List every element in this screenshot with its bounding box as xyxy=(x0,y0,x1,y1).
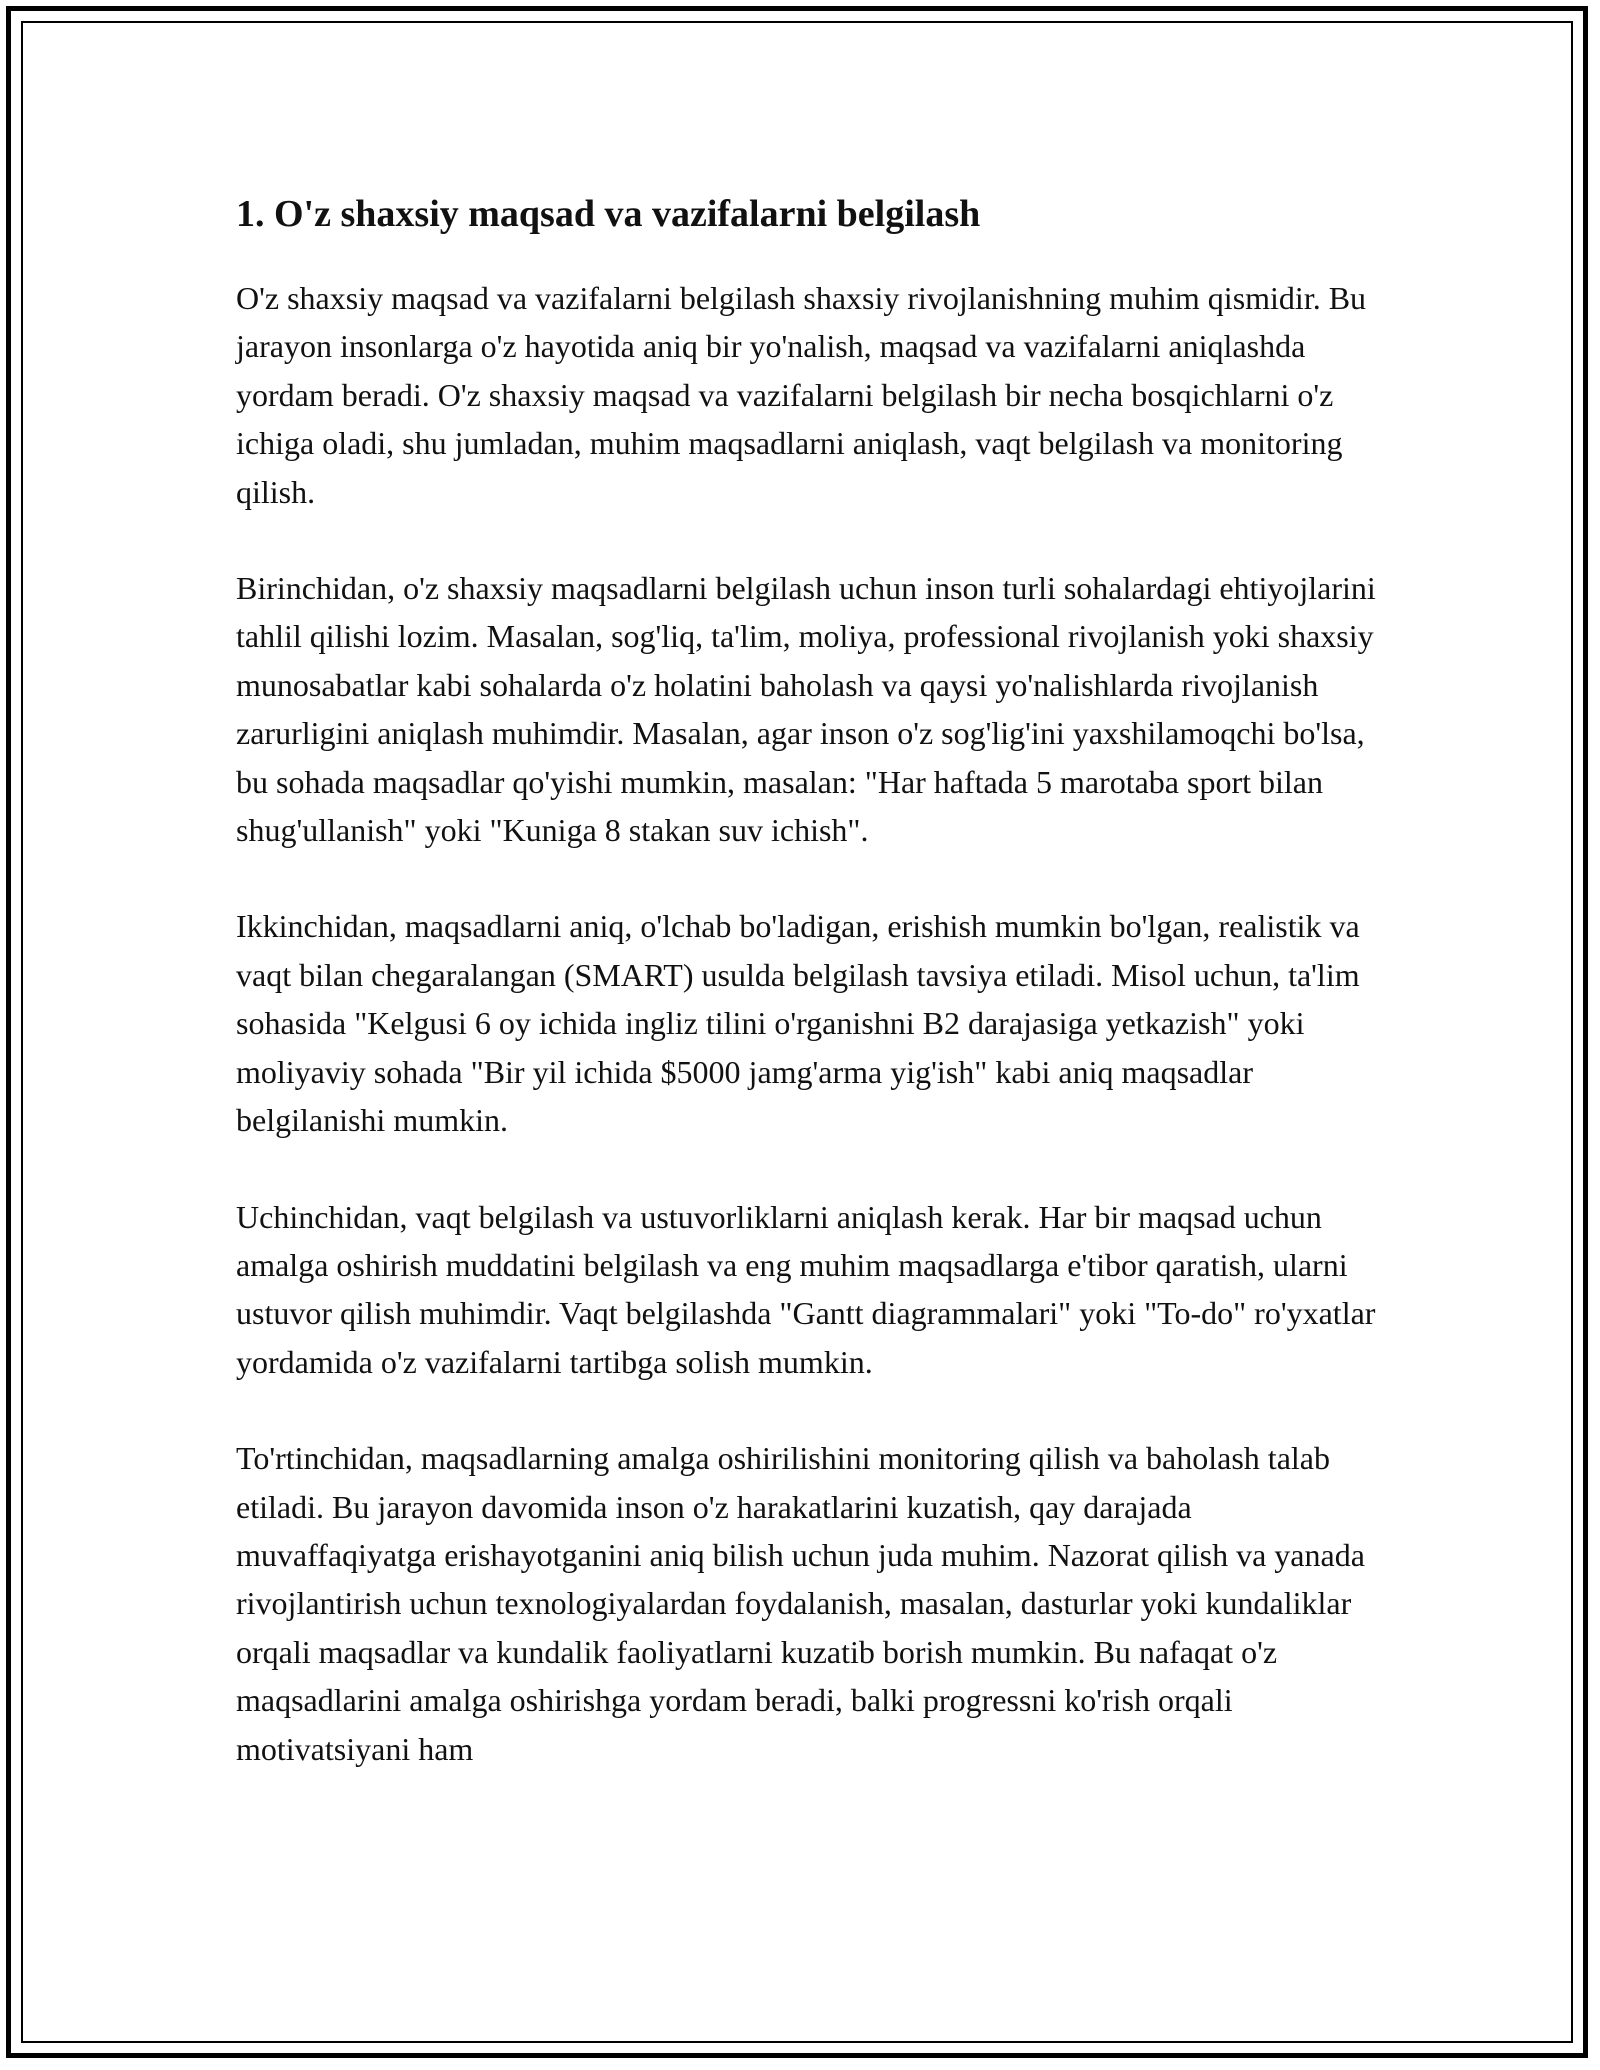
paragraph-third: Uchinchidan, vaqt belgilash va ustuvorliklarni aniqlash kerak. Har bir maqsad uchun amalga oshirish muddatini belgilash va eng muhim maqsadlarga e'tibor qaratish, ularni ustuvor qilish muhimdir. Vaqt belgilashda "Gantt diagrammalari" yoki "To-do" ro'yxatlar yordamida o'z vazifalarni tartibga solish mumkin. xyxy=(236,1198,1376,1380)
paragraph-first: Birinchidan, o'z shaxsiy maqsadlarni belgilash uchun inson turli sohalardagi ehtiyojlarini tahlil qilishi lozim. Masalan, sog'liq, ta'lim, moliya, professional rivojlanish yoki shaxsiy munosabatlar kabi sohalarda o'z holatini baholash va qaysi yo'nalishlarda rivojlanish zarurligini aniqlash muhimdir. Masalan, agar inson o'z sog'lig'ini yaxshilamoqchi bo'lsa, bu sohada maqsadlar qo'yishi mumkin, masalan: "Har haftada 5 marotaba sport bilan shug'ullanish" yoki "Kuniga 8 stakan suv ichish". xyxy=(236,570,1376,849)
document-body xyxy=(236,186,1386,1821)
paragraph-intro: O'z shaxsiy maqsad va vazifalarni belgilash shaxsiy rivojlanishning muhim qismidir. Bu jarayon insonlarga o'z hayotida aniq bir yo'nalish, maqsad va vazifalarni aniqlashda yordam beradi. O'z shaxsiy maqsad va vazifalarni belgilash bir necha bosqichlarni o'z ichiga oladi, shu jumladan, muhim maqsadlarni aniqlash, vaqt belgilash va monitoring qilish. xyxy=(236,280,1367,510)
paragraph-fourth: To'rtinchidan, maqsadlarning amalga oshirilishini monitoring qilish va baholash talab etiladi. Bu jarayon davomida inson o'z harakatlarini kuzatish, qay darajada muvaffaqiyatga erishayotganini aniq bilish uchun juda muhim. Nazorat qilish va yanada rivojlantirish uchun texnologiyalardan foydalanish, masalan, dasturlar yoki kundaliklar orqali maqsadlar va kundalik faoliyatlarni kuzatib borish mumkin. Bu nafaqat o'z maqsadlarini amalga oshirishga yordam beradi, balki progressni ko'rish orqali motivatsiyani ham xyxy=(236,1440,1365,1767)
page-title: 1. O'z shaxsiy maqsad va vazifalarni belgilash xyxy=(236,193,981,235)
paragraph-second: Ikkinchidan, maqsadlarni aniq, o'lchab bo'ladigan, erishish mumkin bo'lgan, realistik va vaqt bilan chegaralangan (SMART) usulda belgilash tavsiya etiladi. Misol uchun, ta'lim sohasida "Kelgusi 6 oy ichida ingliz tilini o'rganishni B2 darajasiga yetkazish" yoki moliyaviy sohada "Bir yil ichida $5000 jamg'arma yig'ish" kabi aniq maqsadlar belgilanishi mumkin. xyxy=(236,908,1360,1139)
